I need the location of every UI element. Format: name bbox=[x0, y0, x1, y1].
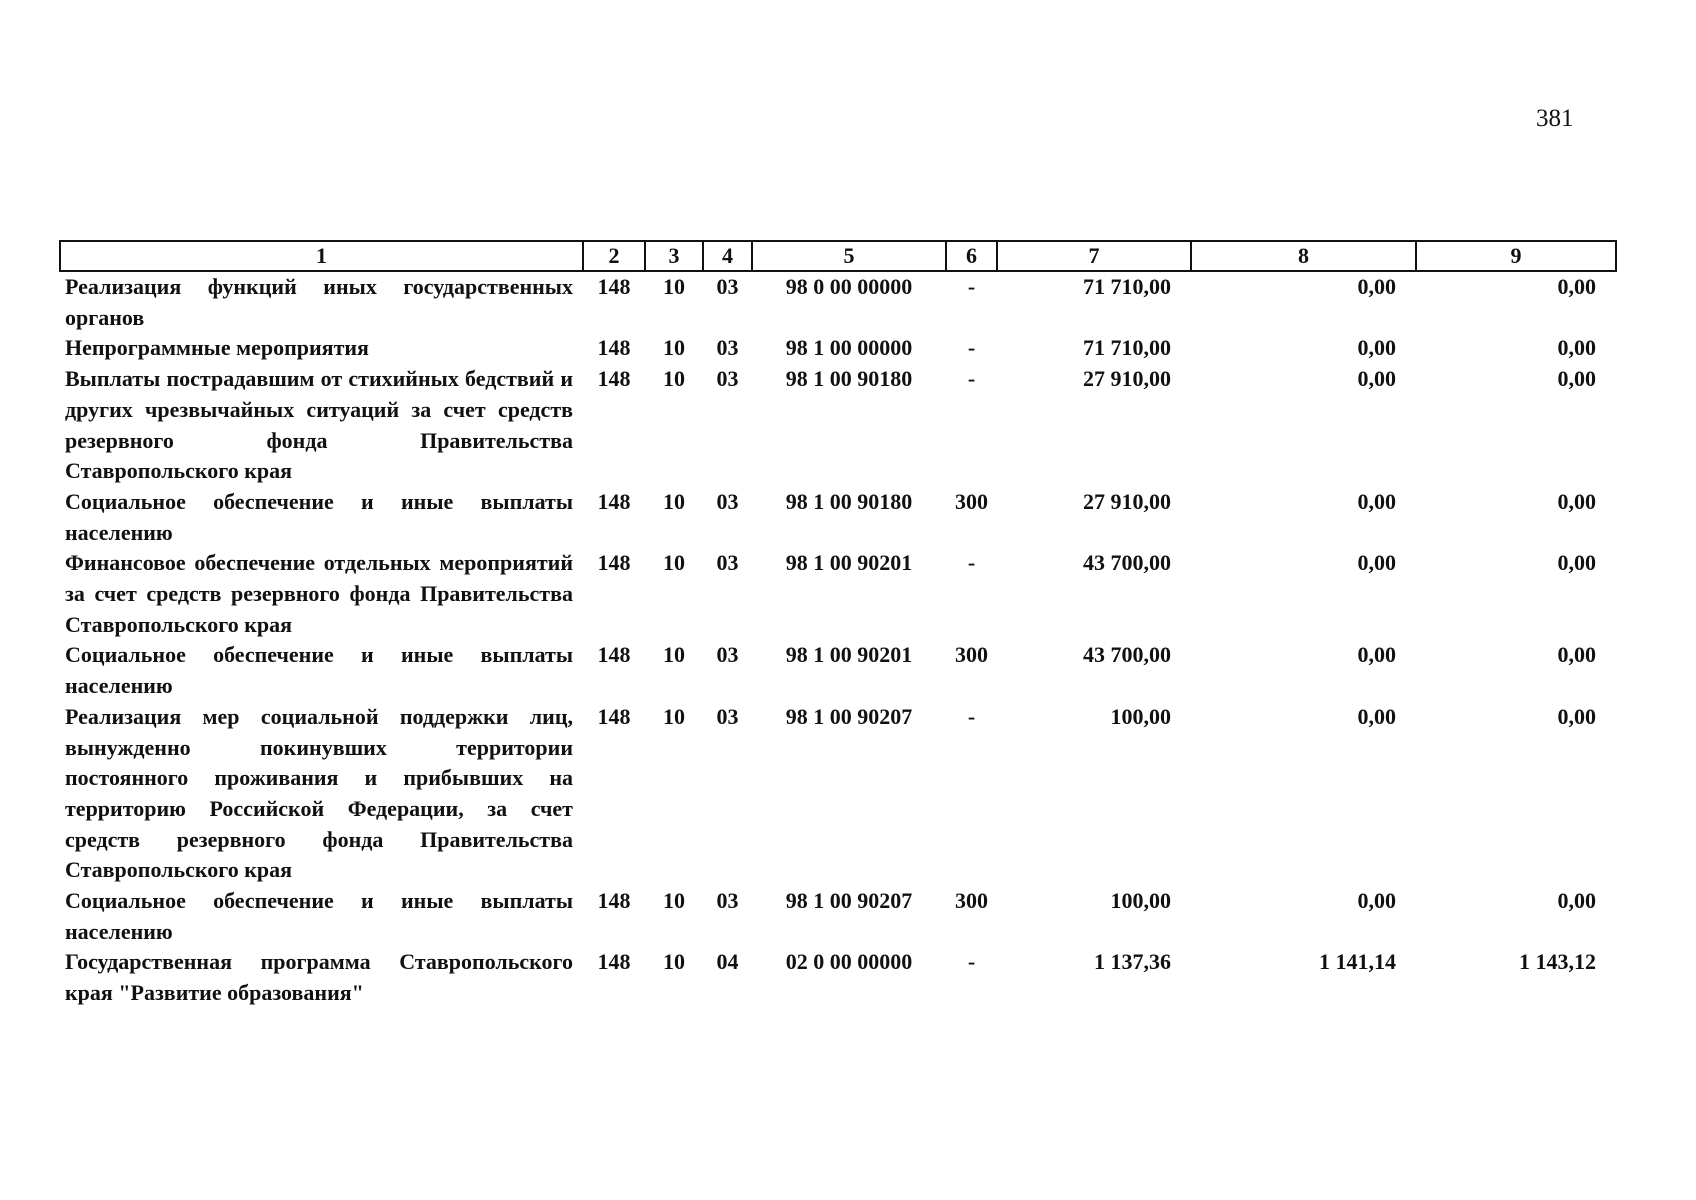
row-code: 148 bbox=[597, 366, 631, 392]
row-type: - bbox=[967, 366, 976, 392]
row-target: 98 1 00 90180 bbox=[785, 366, 913, 392]
row-value-2: 0,00 bbox=[1357, 274, 1396, 299]
row-target: 98 1 00 90180 bbox=[785, 488, 913, 514]
row-subsection: 03 bbox=[716, 274, 739, 299]
row-value-1: 43 700,00 bbox=[1083, 642, 1171, 668]
row-name: Финансовое обеспечение отдельных мероприятий за счет средств резервного фонда Правительства Ставропольского края bbox=[65, 550, 573, 637]
table-row bbox=[60, 487, 1616, 548]
table-row bbox=[60, 364, 1616, 487]
row-target: 98 1 00 90201 bbox=[785, 642, 913, 668]
column-header: 7 bbox=[997, 241, 1191, 271]
row-name: Непрограммные мероприятия bbox=[65, 335, 369, 361]
row-value-2: 0,00 bbox=[1357, 703, 1396, 729]
row-name: Реализация функций иных государственных органов bbox=[65, 274, 573, 330]
row-value-3: 0,00 bbox=[1557, 642, 1596, 668]
row-value-1: 71 710,00 bbox=[1083, 274, 1171, 299]
row-section: 10 bbox=[663, 550, 685, 576]
table-row bbox=[60, 886, 1616, 947]
page-number: 381 bbox=[1536, 105, 1574, 132]
row-section: 10 bbox=[663, 703, 685, 729]
row-name: Социальное обеспечение и иные выплаты населению bbox=[65, 642, 573, 699]
row-target: 98 1 00 90207 bbox=[785, 888, 913, 914]
row-section: 10 bbox=[663, 335, 685, 361]
row-target: 98 1 00 00000 bbox=[785, 335, 913, 361]
row-section: 10 bbox=[663, 642, 685, 668]
table-row bbox=[60, 702, 1616, 886]
row-subsection: 03 bbox=[716, 888, 739, 914]
row-name: Реализация мер социальной поддержки лиц, вынужденно покинувших территории постоянного проживания и прибывших на территорию Российской Федерации, за счет средств резервного фонда Правительства Ставропольского края bbox=[65, 703, 573, 883]
row-type: 300 bbox=[955, 888, 988, 914]
row-name: Социальное обеспечение и иные выплаты населению bbox=[65, 888, 573, 944]
row-value-3: 0,00 bbox=[1557, 550, 1596, 576]
column-header: 6 bbox=[946, 241, 997, 271]
budget-table bbox=[59, 240, 1617, 1009]
row-subsection: 04 bbox=[716, 949, 739, 975]
row-code: 148 bbox=[597, 550, 631, 576]
row-section: 10 bbox=[663, 366, 685, 392]
row-value-3: 1 143,12 bbox=[1519, 949, 1596, 975]
row-section: 10 bbox=[663, 488, 685, 514]
row-target: 98 0 00 00000 bbox=[785, 274, 913, 299]
row-type: - bbox=[967, 335, 976, 361]
row-target: 02 0 00 00000 bbox=[785, 949, 913, 975]
row-value-1: 71 710,00 bbox=[1083, 335, 1171, 361]
row-subsection: 03 bbox=[716, 550, 739, 576]
row-value-2: 0,00 bbox=[1357, 642, 1396, 668]
column-header: 4 bbox=[703, 241, 752, 271]
table-row bbox=[60, 333, 1616, 364]
column-header: 1 bbox=[60, 241, 583, 271]
column-header: 8 bbox=[1191, 241, 1416, 271]
header-row bbox=[60, 241, 1616, 271]
row-target: 98 1 00 90201 bbox=[785, 550, 913, 576]
row-type: - bbox=[967, 550, 976, 576]
row-code: 148 bbox=[597, 642, 631, 668]
column-header: 5 bbox=[752, 241, 946, 271]
column-header: 2 bbox=[583, 241, 645, 271]
row-value-3: 0,00 bbox=[1557, 488, 1596, 514]
row-value-1: 27 910,00 bbox=[1083, 366, 1171, 392]
row-code: 148 bbox=[597, 949, 631, 975]
row-value-2: 0,00 bbox=[1357, 888, 1396, 914]
row-value-2: 0,00 bbox=[1357, 488, 1396, 514]
row-target: 98 1 00 90207 bbox=[785, 703, 913, 729]
row-subsection: 03 bbox=[716, 642, 739, 668]
row-value-1: 43 700,00 bbox=[1083, 550, 1171, 576]
row-section: 10 bbox=[663, 274, 685, 299]
row-value-1: 100,00 bbox=[1110, 703, 1171, 729]
row-name: Государственная программа Ставропольского края "Развитие образования" bbox=[65, 949, 573, 1006]
table-row bbox=[60, 947, 1616, 1008]
row-value-1: 100,00 bbox=[1110, 888, 1171, 914]
row-section: 10 bbox=[663, 949, 685, 975]
row-type: 300 bbox=[955, 642, 988, 668]
row-value-3: 0,00 bbox=[1557, 888, 1596, 914]
row-code: 148 bbox=[597, 274, 631, 299]
row-type: - bbox=[967, 949, 976, 975]
row-code: 148 bbox=[597, 488, 631, 514]
row-section: 10 bbox=[663, 888, 685, 914]
row-type: 300 bbox=[955, 488, 988, 514]
row-type: - bbox=[967, 703, 976, 729]
row-name: Выплаты пострадавшим от стихийных бедствий и других чрезвычайных ситуаций за счет средств резервного фонда Правительства Ставропольского края bbox=[65, 366, 573, 484]
row-code: 148 bbox=[597, 703, 631, 729]
row-name: Социальное обеспечение и иные выплаты населению bbox=[65, 488, 573, 545]
table-row bbox=[60, 548, 1616, 640]
row-value-3: 0,00 bbox=[1557, 335, 1596, 361]
row-value-2: 1 141,14 bbox=[1319, 949, 1396, 975]
row-value-3: 0,00 bbox=[1557, 366, 1596, 392]
row-value-2: 0,00 bbox=[1357, 550, 1396, 576]
row-value-1: 1 137,36 bbox=[1094, 949, 1171, 975]
row-subsection: 03 bbox=[716, 335, 739, 361]
row-value-1: 27 910,00 bbox=[1083, 488, 1171, 514]
row-subsection: 03 bbox=[716, 488, 739, 514]
row-type: - bbox=[967, 274, 976, 299]
table-row bbox=[60, 271, 1616, 333]
row-value-2: 0,00 bbox=[1357, 335, 1396, 361]
row-subsection: 03 bbox=[716, 703, 739, 729]
column-header: 3 bbox=[645, 241, 703, 271]
column-header: 9 bbox=[1416, 241, 1616, 271]
row-code: 148 bbox=[597, 335, 631, 361]
table-row bbox=[60, 640, 1616, 701]
row-value-3: 0,00 bbox=[1557, 703, 1596, 729]
row-value-3: 0,00 bbox=[1557, 274, 1596, 299]
row-code: 148 bbox=[597, 888, 631, 914]
row-subsection: 03 bbox=[716, 366, 739, 392]
row-value-2: 0,00 bbox=[1357, 366, 1396, 392]
